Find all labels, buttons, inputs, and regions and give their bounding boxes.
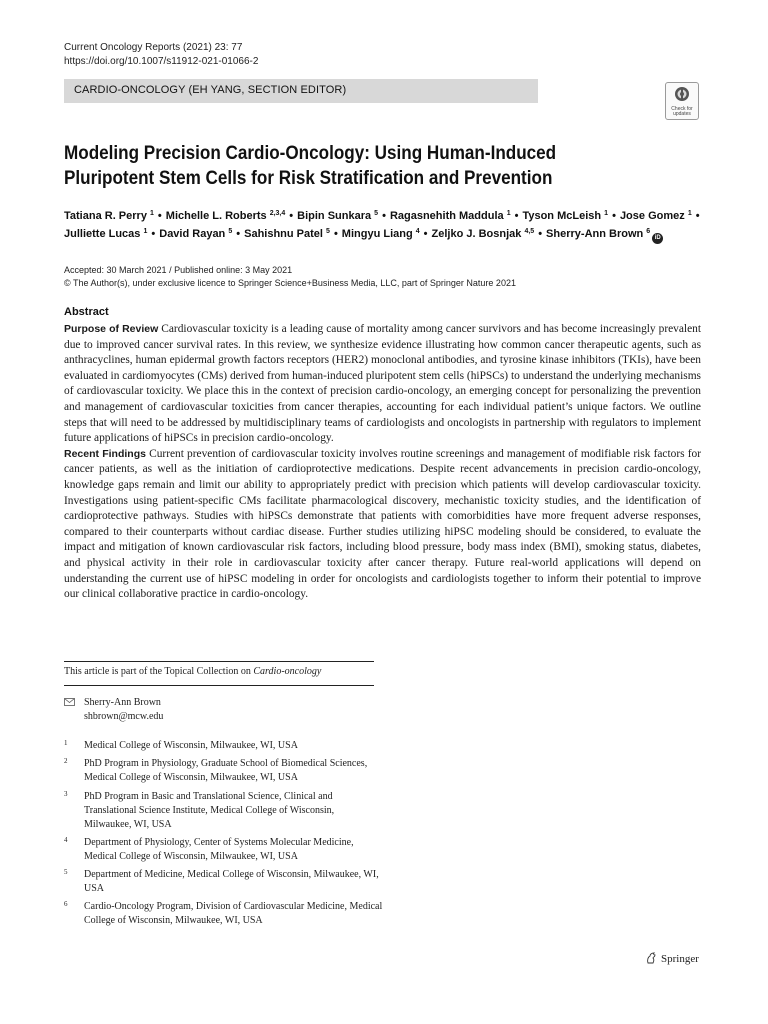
affiliation-text: Medical College of Wisconsin, Milwaukee, WI, USA [84, 740, 298, 751]
section-label: CARDIO-ONCOLOGY (EH YANG, SECTION EDITOR) [74, 84, 347, 96]
author-separator: • [289, 210, 294, 222]
abstract-heading: Abstract [64, 306, 109, 318]
author [159, 228, 232, 240]
springer-horse-icon [645, 952, 657, 964]
author-separator: • [236, 228, 241, 240]
author-name: Julliette Lucas [64, 228, 141, 240]
author [297, 210, 378, 222]
author-affiliation-sup: 4,5 [524, 228, 535, 235]
author-separator: • [151, 228, 156, 240]
author-separator: • [538, 228, 543, 240]
author-name: Tatiana R. Perry [64, 210, 147, 222]
findings-paragraph [64, 447, 701, 603]
check-for-updates-badge[interactable] [665, 82, 699, 120]
author-separator: • [157, 210, 162, 222]
envelope-icon [64, 698, 75, 706]
author-affiliation-sup: 1 [150, 210, 154, 217]
journal-header [64, 41, 258, 69]
accepted-published-date: Accepted: 30 March 2021 / Published online: 3 May 2021 [64, 265, 293, 275]
author-affiliation-sup: 2,3,4 [269, 210, 286, 217]
author-separator: • [612, 210, 616, 222]
author [342, 228, 420, 240]
author-affiliation-sup: 5 [326, 228, 330, 235]
affiliation-text: Department of Physiology, Center of Systems Molecular Medicine, Medical College of Wisconsin, Milwaukee, WI, USA [84, 837, 354, 862]
author-line-2 [64, 225, 764, 244]
author-name: Sahishnu Patel [244, 228, 323, 240]
author-affiliation-sup: 5 [228, 228, 233, 235]
author-affiliation-sup: 5 [374, 210, 379, 217]
author-affiliation-sup: 1 [687, 210, 692, 217]
publisher-name: Springer [661, 953, 699, 965]
affiliation-number: 1 [64, 739, 68, 747]
author-name: Ragasnehith Maddula [389, 210, 504, 222]
affiliation-text: PhD Program in Basic and Translational Science, Clinical and Translational Science Institute, Medical College of Wisconsin, Milwaukee, WI, USA [84, 791, 335, 830]
affiliation-number: 2 [64, 757, 68, 765]
corresponding-details [84, 696, 163, 724]
title-line-2: Pluripotent Stem Cells for Risk Stratification and Prevention [64, 168, 553, 189]
author [166, 210, 286, 222]
affiliation-number: 5 [64, 868, 68, 876]
author-affiliation-sup: 1 [143, 228, 148, 235]
affiliation-number: 6 [64, 900, 68, 908]
purpose-text: Cardiovascular toxicity is a leading cause of mortality among cancer survivors and has become increasingly prevalent due to improved cancer survival rates. In this review, we synthesize evidence illustrating how common cancer therapeutic agents, such as anthracyclines, human epidermal growth factors receptors (HER2) monoclonal antibodies, and tyrosine kinase inhibitors (TKIs), have been evaluated in cardiomyocytes (CMs) derived from human-induced pluripotent stem cells (hiPSCs) to understand the underlying mechanisms of cardiovascular toxicity. We place this in the context of precision cardio-oncology, an emerging concept for personalizing the prevention and management of cardiovascular toxicities from cancer therapies, accounting for each individual patient’s unique factors. We outline steps that will need to be addressed by multidisciplinary teams of cardiologists and oncologists in partnership with regulators to implement future applications of hiPSCs in precision cardio-oncology. [64, 323, 702, 445]
check-updates-icon [674, 86, 690, 102]
corresponding-email[interactable]: shbrown@mcw.edu [84, 711, 164, 722]
author-name: Sherry-Ann Brown [546, 228, 644, 240]
publication-dates [64, 264, 516, 290]
purpose-label: Purpose of Review [64, 323, 159, 335]
author-separator: • [514, 210, 519, 222]
author [244, 228, 330, 240]
author-name: Zeljko J. Bosnjak [431, 228, 522, 240]
title-line-1: Modeling Precision Cardio-Oncology: Using Human-Induced [64, 143, 557, 164]
affiliation-text: PhD Program in Physiology, Graduate School of Biomedical Sciences, Medical College of Wisconsin, Milwaukee, WI, USA [84, 758, 368, 783]
topical-collection-note [64, 666, 321, 677]
author-name: Tyson McLeish [522, 210, 602, 222]
author-affiliation-sup: 1 [604, 210, 609, 217]
author-separator: • [695, 210, 700, 222]
topical-name: Cardio-oncology [253, 666, 322, 677]
footnote-rule-bottom [64, 685, 374, 686]
section-banner [64, 79, 538, 103]
author-line-1 [64, 207, 764, 225]
publisher-footer [645, 952, 699, 965]
author-separator: • [423, 228, 428, 240]
affiliation-text: Cardio-Oncology Program, Division of Cardiovascular Medicine, Medical College of Wisconsin, Milwaukee, WI, USA [84, 901, 383, 926]
author-name: David Rayan [159, 228, 226, 240]
copyright-notice: © The Author(s), under exclusive licence to Springer Science+Business Media, LLC, part of Springer Nature 2021 [64, 278, 516, 288]
author-name: Bipin Sunkara [297, 210, 372, 222]
author-affiliation-sup: 1 [506, 210, 511, 217]
article-title [64, 141, 622, 191]
author-name: Jose Gomez [619, 210, 685, 222]
doi-link[interactable]: https://doi.org/10.1007/s11912-021-01066-2 [64, 56, 259, 67]
affiliation-number: 4 [64, 836, 68, 844]
abstract-body [64, 322, 701, 603]
topical-prefix: This article is part of the Topical Collection on [64, 666, 254, 677]
findings-text: Current prevention of cardiovascular toxicity involves routine screenings and management of modifiable risk factors for cancer patients, as well as the initiation of cardioprotective medications. Despite recent advancements in precision cardio-oncology, knowledge gaps remain and limit our ability to appropriately predict with precision which patients will develop cardiovascular toxicity. Investigations using patient-specific CMs facilitate pharmacological discovery, mechanistic toxicity studies, and the identification of cardioprotective pathways. Studies with hiPSCs demonstrate that patients with comorbidities have more frequent adverse responses, compared to their counterparts without cardiac disease. Further studies utilizing hiPSC modeling should be considered, to evaluate the impact and mitigation of known cardiovascular risk factors, including blood pressure, body mass index (BMI), smoking status, diabetes, and physical activity in their role in cardiovascular toxicity after cancer therapy. Future real-world applications will depend on understanding the current use of hiPSC modeling in order for oncologists and cardiologists together to inform their potential to improve our clinical collaborative practice in cardio-oncology. [64, 447, 701, 601]
author-name: Mingyu Liang [341, 228, 413, 240]
author-separator: • [382, 210, 386, 222]
author [522, 210, 608, 222]
author-list [64, 207, 764, 244]
affiliation-number: 3 [64, 790, 68, 798]
author-name: Michelle L. Roberts [165, 210, 267, 222]
corresponding-name: Sherry-Ann Brown [84, 697, 161, 708]
author [620, 210, 692, 222]
author [390, 210, 511, 222]
purpose-paragraph [64, 322, 701, 447]
author-separator: • [333, 228, 338, 240]
author [546, 228, 650, 240]
author [64, 210, 154, 222]
author [64, 228, 147, 240]
author-affiliation-sup: 6 [646, 228, 651, 235]
footnote-rule-top [64, 661, 374, 662]
author [432, 228, 535, 240]
orcid-icon[interactable]: iD [652, 233, 663, 244]
journal-citation: Current Oncology Reports (2021) 23: 77 [64, 42, 243, 53]
affiliation-text: Department of Medicine, Medical College of Wisconsin, Milwaukee, WI, USA [84, 869, 379, 894]
check-updates-text: Check for updates [671, 106, 693, 117]
author-affiliation-sup: 4 [415, 228, 420, 235]
findings-label: Recent Findings [64, 447, 146, 460]
